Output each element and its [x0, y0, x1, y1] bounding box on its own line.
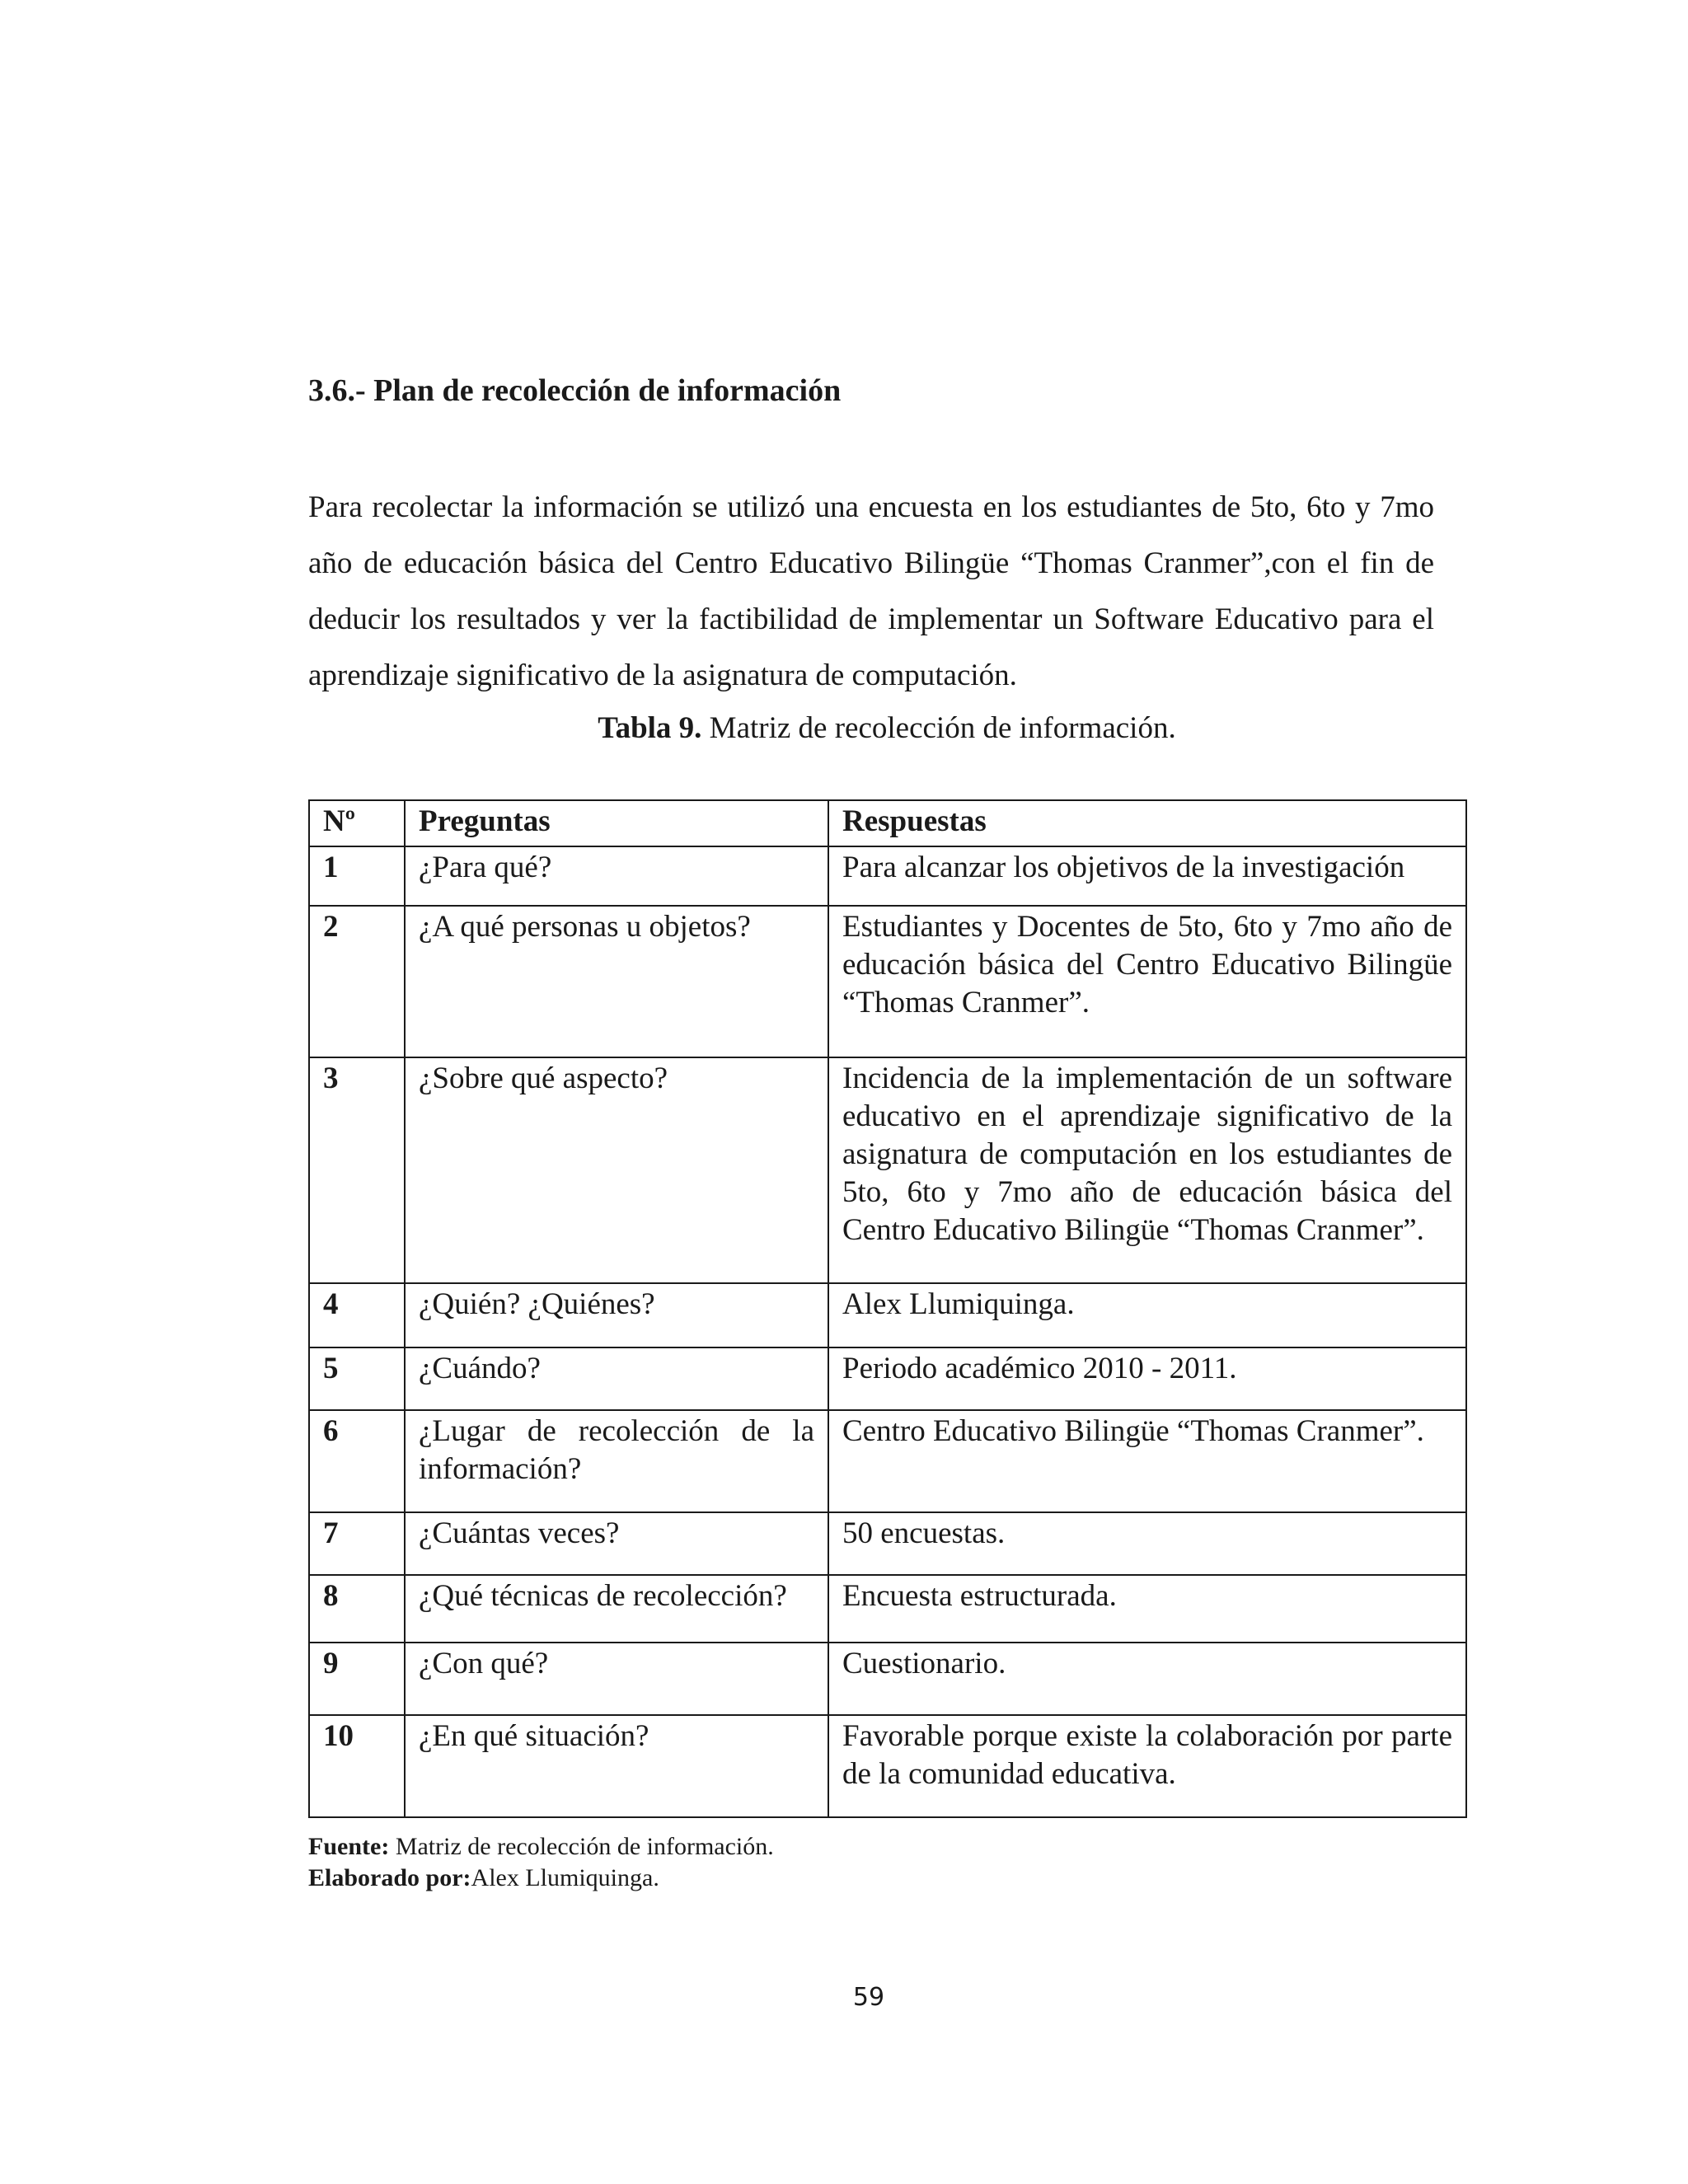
row-answer: Estudiantes y Docentes de 5to, 6to y 7mo año de educación básica del Centro Educativo Bilingüe “Thomas Cranmer”.	[828, 906, 1466, 1057]
table-caption-label: Tabla 9.	[598, 711, 702, 745]
row-answer: Centro Educativo Bilingüe “Thomas Cranmer”.	[828, 1410, 1466, 1512]
table-row	[309, 846, 1466, 906]
row-question: ¿Cuántas veces?	[405, 1512, 828, 1575]
table-footnotes	[308, 1831, 774, 1894]
row-question: ¿Para qué?	[405, 846, 828, 906]
table-row	[309, 1643, 1466, 1715]
table-row	[309, 1410, 1466, 1512]
author-label: Elaborado por:	[308, 1864, 471, 1891]
table-row	[309, 1283, 1466, 1347]
row-question: ¿Quién? ¿Quiénes?	[405, 1283, 828, 1347]
row-num: 1	[309, 846, 405, 906]
table-row	[309, 1575, 1466, 1643]
row-question: ¿A qué personas u objetos?	[405, 906, 828, 1057]
row-answer: Periodo académico 2010 - 2011.	[828, 1347, 1466, 1410]
source-note	[308, 1831, 774, 1863]
row-question: ¿Qué técnicas de recolección?	[405, 1575, 828, 1643]
row-answer: Incidencia de la implementación de un software educativo en el aprendizaje significativo de la asignatura de computación en los estudiantes de 5to, 6to y 7mo año de educación básica del Centro Educativo Bilingüe “Thomas Cranmer”.	[828, 1057, 1466, 1283]
information-matrix-table	[308, 799, 1467, 1818]
row-num: 6	[309, 1410, 405, 1512]
table-row	[309, 1347, 1466, 1410]
row-question: ¿Lugar de recolección de la información?	[405, 1410, 828, 1512]
row-num: 9	[309, 1643, 405, 1715]
row-num: 5	[309, 1347, 405, 1410]
page-number: 59	[852, 1983, 885, 2012]
header-num: Nº	[309, 800, 405, 846]
table-header-row	[309, 800, 1466, 846]
row-num: 2	[309, 906, 405, 1057]
row-question: ¿Sobre qué aspecto?	[405, 1057, 828, 1283]
body-paragraph: Para recolectar la información se utilizó una encuesta en los estudiantes de 5to, 6to y 7mo año de educación básica del Centro Educativo Bilingüe “Thomas Cranmer”,con el fin de deducir los resultados y ver la factibilidad de implementar un Software Educativo para el aprendizaje significativo de la asignatura de computación.	[308, 490, 1434, 692]
table-row	[309, 1057, 1466, 1283]
author-note	[308, 1863, 774, 1894]
table-row	[309, 906, 1466, 1057]
row-answer: 50 encuestas.	[828, 1512, 1466, 1575]
row-answer: Favorable porque existe la colaboración por parte de la comunidad educativa.	[828, 1715, 1466, 1817]
row-answer: Para alcanzar los objetivos de la investigación	[828, 846, 1466, 906]
row-num: 8	[309, 1575, 405, 1643]
row-num: 7	[309, 1512, 405, 1575]
section-heading: 3.6.- Plan de recolección de información	[308, 373, 842, 408]
row-answer: Cuestionario.	[828, 1643, 1466, 1715]
source-label: Fuente:	[308, 1833, 390, 1860]
table-caption-text: Matriz de recolección de información.	[701, 711, 1176, 745]
row-num: 10	[309, 1715, 405, 1817]
row-answer: Encuesta estructurada.	[828, 1575, 1466, 1643]
table-row	[309, 1715, 1466, 1817]
header-questions: Preguntas	[405, 800, 828, 846]
header-answers: Respuestas	[828, 800, 1466, 846]
row-question: ¿Con qué?	[405, 1643, 828, 1715]
table-caption	[308, 708, 1465, 749]
author-text: Alex Llumiquinga.	[471, 1864, 659, 1891]
source-text: Matriz de recolección de información.	[389, 1833, 774, 1860]
row-num: 3	[309, 1057, 405, 1283]
row-num: 4	[309, 1283, 405, 1347]
table-row	[309, 1512, 1466, 1575]
row-question: ¿Cuándo?	[405, 1347, 828, 1410]
row-answer: Alex Llumiquinga.	[828, 1283, 1466, 1347]
row-question: ¿En qué situación?	[405, 1715, 828, 1817]
